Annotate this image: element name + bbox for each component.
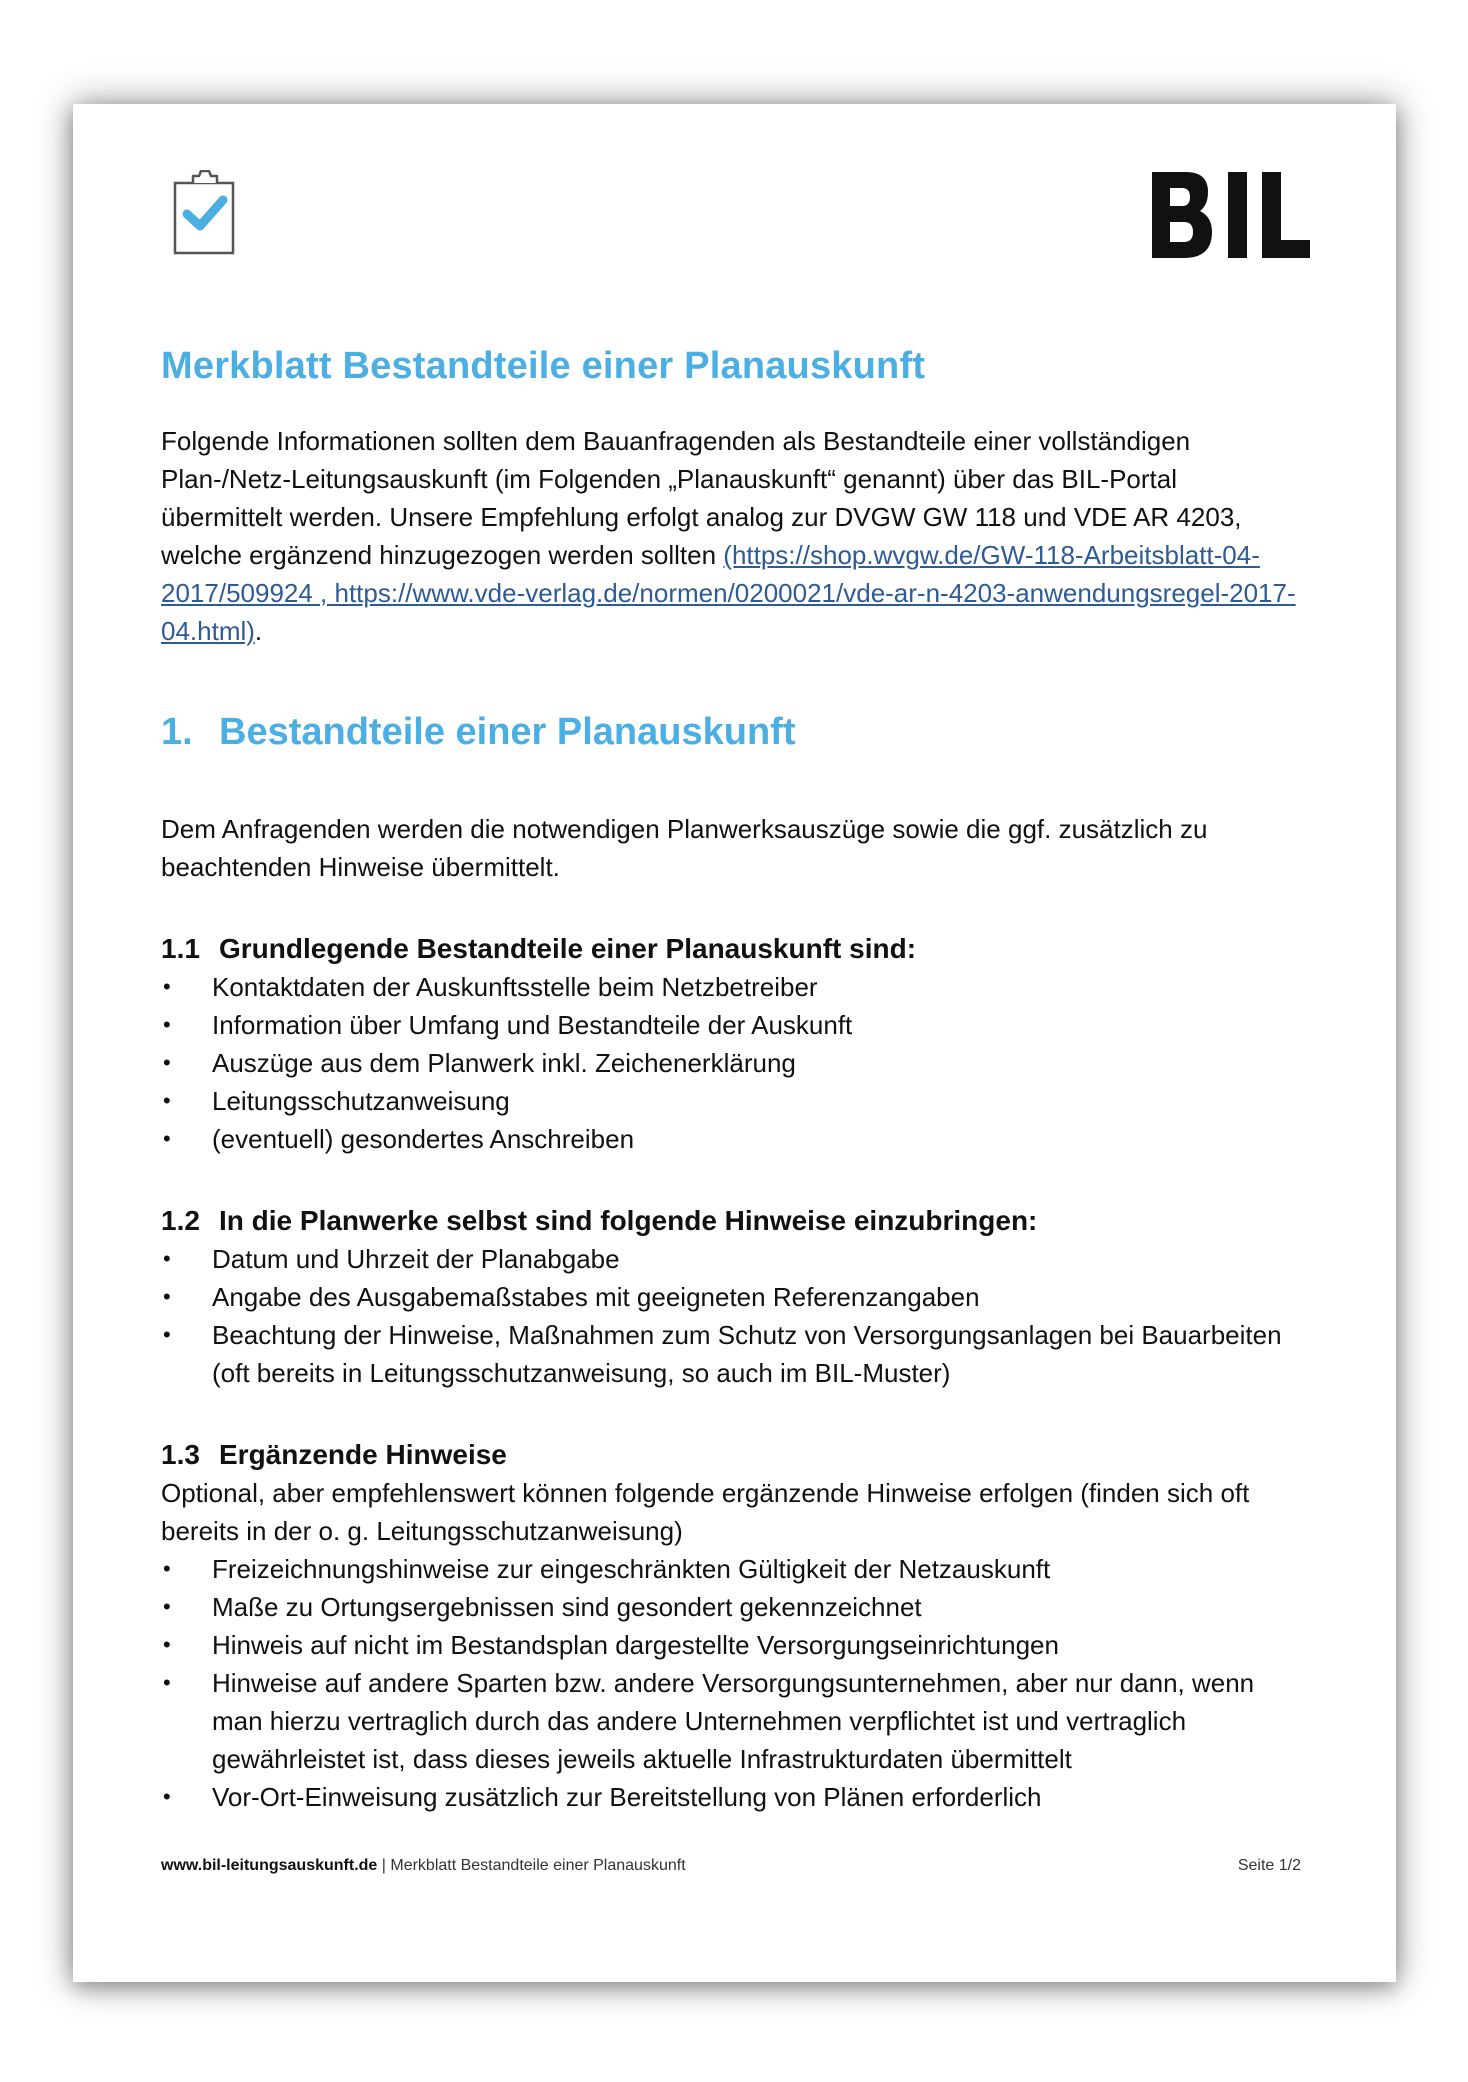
section-1-2-list xyxy=(161,1240,1301,1392)
list-item: • Information über Umfang und Bestandteile der Auskunft xyxy=(161,1006,1301,1044)
page-number: Seite 1/2 xyxy=(1237,1857,1301,1874)
intro-paragraph xyxy=(161,422,1301,650)
section-1-3-number: 1.3 xyxy=(161,1439,200,1470)
list-item: • Freizeichnungshinweise zur eingeschränkten Gültigkeit der Netzauskunft xyxy=(161,1550,1301,1588)
section-1-1-heading xyxy=(161,930,1301,968)
section-1-1-title: Grundlegende Bestandteile einer Planauskunft sind: xyxy=(219,933,917,964)
section-1-title: Bestandteile einer Planauskunft xyxy=(219,711,796,753)
bil-logo xyxy=(1152,172,1310,258)
list-item: • Leitungsschutzanweisung xyxy=(161,1082,1301,1120)
document-body xyxy=(161,342,1301,1816)
section-1-2-heading xyxy=(161,1202,1301,1240)
section-1-2-number: 1.2 xyxy=(161,1205,200,1236)
list-item: • Hinweise auf andere Sparten bzw. andere Versorgungsunternehmen, aber nur dann, wenn man hierzu vertraglich durch das andere Unternehmen verpflichtet ist und vertraglich gewährleistet ist, dass dieses jeweils aktuelle Infrastrukturdaten übermittelt xyxy=(161,1664,1301,1778)
list-item: • Hinweis auf nicht im Bestandsplan dargestellte Versorgungseinrichtungen xyxy=(161,1626,1301,1664)
section-1-number: 1. xyxy=(161,711,193,753)
intro-end: . xyxy=(254,616,263,646)
section-1-2-title: In die Planwerke selbst sind folgende Hinweise einzubringen: xyxy=(219,1205,1038,1236)
document-page xyxy=(73,104,1396,1982)
reference-link[interactable]: (https://shop.wvgw.de/GW-118-Arbeitsblatt-04-2017/509924 , https://www.vde-verlag.de/normen/0200021/vde-ar-n-4203-anwendungsregel-2017-04.html) xyxy=(161,540,1296,646)
section-1-3-list xyxy=(161,1550,1301,1816)
list-item: • Kontaktdaten der Auskunftsstelle beim Netzbetreiber xyxy=(161,968,1301,1006)
page-footer xyxy=(161,1855,1301,1877)
list-item: • Auszüge aus dem Planwerk inkl. Zeichenerklärung xyxy=(161,1044,1301,1082)
list-item: • Datum und Uhrzeit der Planabgabe xyxy=(161,1240,1301,1278)
intro-text: Folgende Informationen sollten dem Bauanfragenden als Bestandteile einer vollständigen Plan-/Netz-Leitungsauskunft (im Folgenden „Planauskunft“ genannt) über das BIL-Portal übermittelt werden. Unsere Empfehlung erfolgt analog zur DVGW GW 118 und VDE AR 4203, welche ergänzend hinzugezogen werden sollten xyxy=(161,426,1242,570)
footer-separator: | xyxy=(377,1857,391,1874)
document-title: Merkblatt Bestandteile einer Planauskunft xyxy=(161,345,926,387)
section-1-3-heading xyxy=(161,1436,1301,1474)
list-item: • Beachtung der Hinweise, Maßnahmen zum Schutz von Versorgungsanlagen bei Bauarbeiten (oft bereits in Leitungsschutzanweisung, so auch im BIL-Muster) xyxy=(161,1316,1301,1392)
section-1-3-text: Optional, aber empfehlenswert können folgende ergänzende Hinweise erfolgen (finden sich oft bereits in der o. g. Leitungsschutzanweisung) xyxy=(161,1478,1250,1546)
list-item: • Vor-Ort-Einweisung zusätzlich zur Bereitstellung von Plänen erforderlich xyxy=(161,1778,1301,1816)
footer-website-link[interactable]: www.bil-leitungsauskunft.de xyxy=(161,1857,378,1874)
section-1-heading xyxy=(161,708,1301,756)
clipboard-check-icon xyxy=(173,170,237,256)
list-item: • Maße zu Ortungsergebnissen sind gesondert gekennzeichnet xyxy=(161,1588,1301,1626)
list-item: • (eventuell) gesondertes Anschreiben xyxy=(161,1120,1301,1158)
footer-document-name: Merkblatt Bestandteile einer Planauskunft xyxy=(390,1857,686,1874)
section-1-text: Dem Anfragenden werden die notwendigen Planwerksauszüge sowie die ggf. zusätzlich zu beachtenden Hinweise übermittelt. xyxy=(161,814,1208,882)
section-1-1-list xyxy=(161,968,1301,1158)
section-1-1-number: 1.1 xyxy=(161,933,200,964)
section-1-3-title: Ergänzende Hinweise xyxy=(219,1439,507,1470)
list-item: • Angabe des Ausgabemaßstabes mit geeigneten Referenzangaben xyxy=(161,1278,1301,1316)
